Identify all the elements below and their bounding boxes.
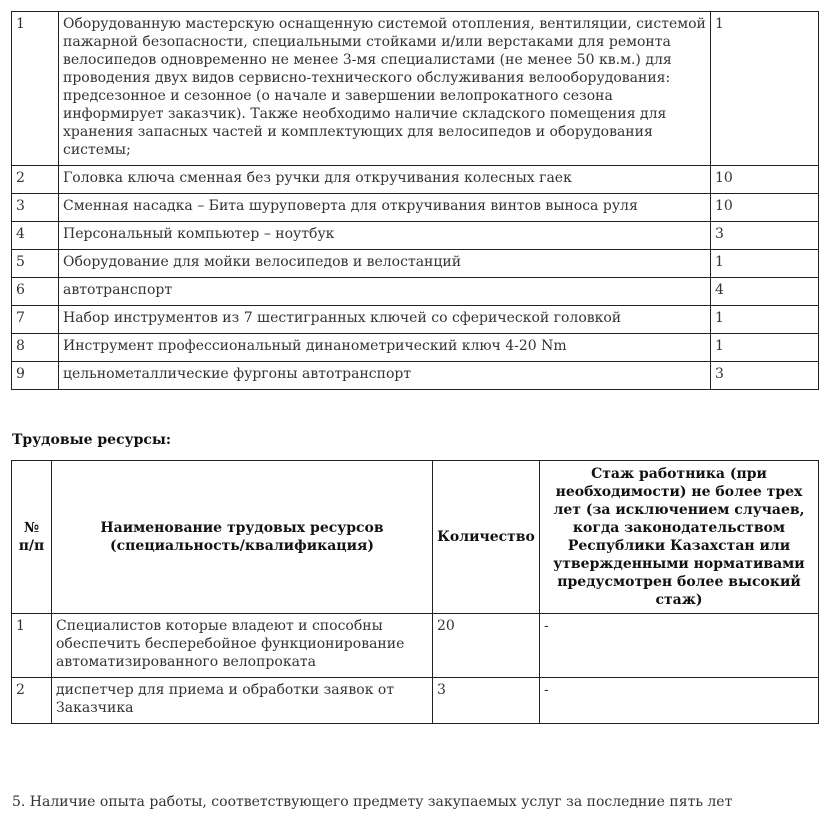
header-row: [12, 461, 819, 614]
equipment-quantity: 1: [711, 250, 819, 278]
equipment-name: Инструмент профессиональный динанометрический ключ 4-20 Nm: [59, 334, 711, 362]
column-header-quantity: Количество: [433, 461, 540, 614]
equipment-name: Оборудованную мастерскую оснащенную системой отопления, вентиляции, системой пажарной безопасности, специальными стойками и/или верстаками для ремонта велосипедов одновременно не менее 3-мя специалистами (не менее 50 кв.м.) для проводения двух видов сервисно-технического обслуживания велооборудования: предсезонное и сезонное (о начале и завершении велопрокатного сезона информирует заказчик). Также необходимо наличие складского помещения для хранения запасных частей и комплектующих для велосипедов и оборудования системы;: [59, 12, 711, 166]
equipment-quantity: 10: [711, 194, 819, 222]
equipment-quantity: 1: [711, 334, 819, 362]
equipment-quantity: 1: [711, 12, 819, 166]
equipment-name: Сменная насадка – Бита шуруповерта для откручивания винтов выноса руля: [59, 194, 711, 222]
equipment-name: автотранспорт: [59, 278, 711, 306]
row-number: 6: [12, 278, 59, 306]
equipment-name: Головка ключа сменная без ручки для откручивания колесных гаек: [59, 166, 711, 194]
equipment-quantity: 10: [711, 166, 819, 194]
labor-name: диспетчер для приема и обработки заявок от Заказчика: [52, 678, 433, 724]
equipment-table: [11, 11, 819, 390]
labor-experience: -: [540, 678, 819, 724]
labor-experience: -: [540, 614, 819, 678]
table-row: [12, 362, 819, 390]
row-number: 8: [12, 334, 59, 362]
table-row: [12, 306, 819, 334]
column-header-name: Наименование трудовых ресурсов (специальность/квалификация): [52, 461, 433, 614]
column-header-experience: Стаж работника (при необходимости) не более трех лет (за исключением случаев, когда законодательством Республики Казахстан или утвержденными нормативами предусмотрен более высокий стаж): [540, 461, 819, 614]
column-header-number: № п/п: [12, 461, 52, 614]
row-number: 4: [12, 222, 59, 250]
row-number: 2: [12, 166, 59, 194]
section-5-heading: 5. Наличие опыта работы, соответствующего предмету закупаемых услуг за последние пять лет: [12, 794, 733, 810]
table-row: [12, 678, 819, 724]
equipment-quantity: 3: [711, 362, 819, 390]
table-row: [12, 278, 819, 306]
table-row: [12, 250, 819, 278]
row-number: 1: [12, 614, 52, 678]
row-number: 2: [12, 678, 52, 724]
equipment-quantity: 3: [711, 222, 819, 250]
labor-name: Специалистов которые владеют и способны обеспечить бесперебойное функционирование автоматизированного велопроката: [52, 614, 433, 678]
table-row: [12, 12, 819, 166]
equipment-quantity: 4: [711, 278, 819, 306]
table-row: [12, 222, 819, 250]
table-row: [12, 166, 819, 194]
row-number: 9: [12, 362, 59, 390]
row-number: 3: [12, 194, 59, 222]
row-number: 7: [12, 306, 59, 334]
equipment-name: цельнометаллические фургоны автотранспорт: [59, 362, 711, 390]
equipment-name: Набор инструментов из 7 шестигранных ключей со сферической головкой: [59, 306, 711, 334]
labor-quantity: 20: [433, 614, 540, 678]
row-number: 1: [12, 12, 59, 166]
table-row: [12, 334, 819, 362]
labor-resources-table: [11, 460, 819, 724]
table-row: [12, 614, 819, 678]
equipment-name: Оборудование для мойки велосипедов и велостанций: [59, 250, 711, 278]
table-row: [12, 194, 819, 222]
equipment-quantity: 1: [711, 306, 819, 334]
equipment-name: Персональный компьютер – ноутбук: [59, 222, 711, 250]
row-number: 5: [12, 250, 59, 278]
labor-quantity: 3: [433, 678, 540, 724]
labor-resources-heading: Трудовые ресурсы:: [12, 432, 172, 448]
